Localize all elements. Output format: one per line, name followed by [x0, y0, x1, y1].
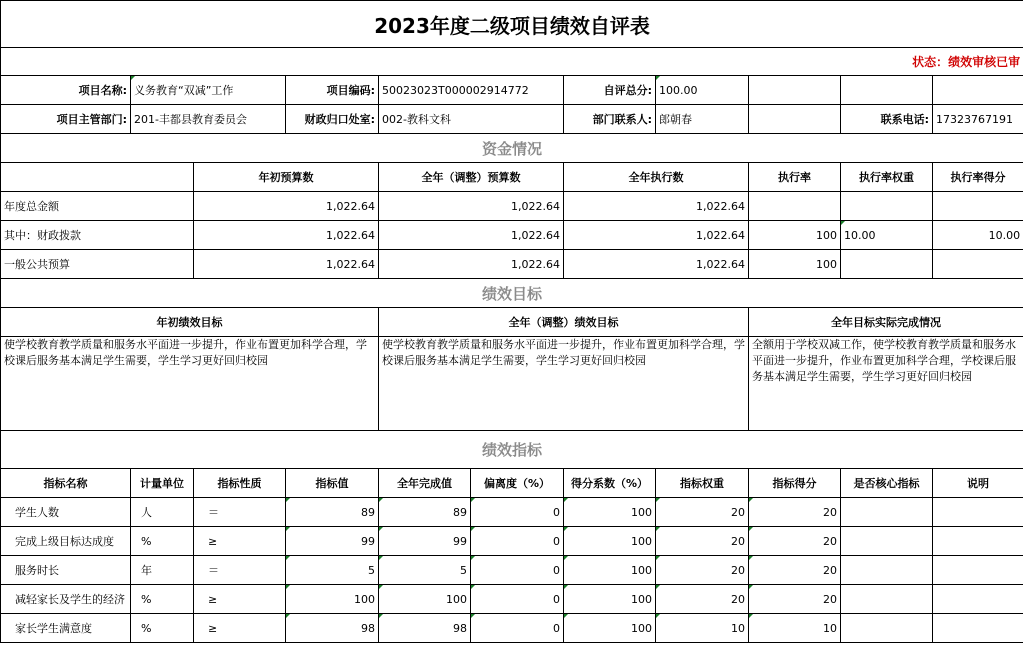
status-label: 状态： [912, 55, 949, 69]
indicator-row [1, 585, 1023, 614]
ind-nature[interactable]: ≥ [194, 614, 286, 643]
ind-core[interactable] [841, 614, 933, 643]
ind-weight[interactable]: 20 [656, 498, 749, 527]
ind-header-note: 说明 [933, 469, 1023, 498]
indicators-section-title: 绩效指标 [1, 431, 1023, 469]
ind-value[interactable]: 5 [286, 556, 379, 585]
ind-header-coefficient: 得分系数（%） [564, 469, 656, 498]
funds-header-score: 执行率得分 [933, 163, 1023, 192]
info-empty-cell [749, 105, 841, 134]
funds-row-rate[interactable] [749, 192, 841, 221]
funds-row-executed[interactable]: 1,022.64 [564, 192, 749, 221]
ind-deviation[interactable]: 0 [471, 556, 564, 585]
ind-coefficient[interactable]: 100 [564, 556, 656, 585]
funds-row-weight[interactable]: 10.00 [841, 221, 933, 250]
ind-header-core: 是否核心指标 [841, 469, 933, 498]
ind-note[interactable] [933, 498, 1023, 527]
ind-nature[interactable]: ＝ [194, 556, 286, 585]
project-name-value[interactable]: 义务教育“双减”工作 [131, 76, 286, 105]
ind-header-weight: 指标权重 [656, 469, 749, 498]
ind-core[interactable] [841, 498, 933, 527]
ind-weight[interactable]: 20 [656, 585, 749, 614]
ind-note[interactable] [933, 614, 1023, 643]
contact-label: 部门联系人: [564, 105, 656, 134]
ind-value[interactable]: 99 [286, 527, 379, 556]
page-title: 2023年度二级项目绩效自评表 [1, 1, 1023, 48]
funds-row-executed[interactable]: 1,022.64 [564, 221, 749, 250]
ind-done[interactable]: 89 [379, 498, 471, 527]
goals-header-actual: 全年目标实际完成情况 [749, 308, 1023, 337]
ind-coefficient[interactable]: 100 [564, 527, 656, 556]
funds-row-weight[interactable] [841, 250, 933, 279]
ind-weight[interactable]: 20 [656, 556, 749, 585]
ind-nature[interactable]: ＝ [194, 498, 286, 527]
self-score-label: 自评总分: [564, 76, 656, 105]
ind-core[interactable] [841, 556, 933, 585]
goal-adjusted-text[interactable]: 使学校教育教学质量和服务水平面进一步提升，作业布置更加科学合理，学校课后服务基本满足学生需要，学生学习更好回归校园 [379, 337, 749, 431]
funds-row [1, 221, 1023, 250]
goals-header-initial: 年初绩效目标 [1, 308, 379, 337]
goals-section-title: 绩效目标 [1, 279, 1023, 308]
status-value: 绩效审核已审 [948, 55, 1021, 69]
ind-name[interactable]: 家长学生满意度 [1, 614, 131, 643]
ind-core[interactable] [841, 585, 933, 614]
ind-core[interactable] [841, 527, 933, 556]
funds-row-score[interactable] [933, 250, 1023, 279]
ind-deviation[interactable]: 0 [471, 614, 564, 643]
project-code-label: 项目编码: [286, 76, 379, 105]
ind-note[interactable] [933, 527, 1023, 556]
goal-initial-text[interactable]: 使学校教育教学质量和服务水平面进一步提升，作业布置更加科学合理，学校课后服务基本满足学生需要，学生学习更好回归校园 [1, 337, 379, 431]
funds-row [1, 250, 1023, 279]
ind-coefficient[interactable]: 100 [564, 585, 656, 614]
funds-row-weight[interactable] [841, 192, 933, 221]
ind-done[interactable]: 5 [379, 556, 471, 585]
ind-deviation[interactable]: 0 [471, 527, 564, 556]
funds-row-budget[interactable]: 1,022.64 [194, 192, 379, 221]
goals-header-adjusted: 全年（调整）绩效目标 [379, 308, 749, 337]
ind-nature[interactable]: ≥ [194, 585, 286, 614]
funds-row [1, 192, 1023, 221]
funds-row-rate[interactable]: 100 [749, 250, 841, 279]
ind-done[interactable]: 100 [379, 585, 471, 614]
project-name-label: 项目名称: [1, 76, 131, 105]
ind-header-nature: 指标性质 [194, 469, 286, 498]
ind-score[interactable]: 10 [749, 614, 841, 643]
ind-unit[interactable]: % [131, 527, 194, 556]
ind-value[interactable]: 100 [286, 585, 379, 614]
ind-unit[interactable]: 年 [131, 556, 194, 585]
indicator-row [1, 556, 1023, 585]
funds-header-adjusted: 全年（调整）预算数 [379, 163, 564, 192]
info-empty-cell [841, 76, 933, 105]
funds-row-name: 一般公共预算 [1, 250, 194, 279]
funds-header-budget: 年初预算数 [194, 163, 379, 192]
ind-weight[interactable]: 10 [656, 614, 749, 643]
ind-weight[interactable]: 20 [656, 527, 749, 556]
ind-name[interactable]: 服务时长 [1, 556, 131, 585]
ind-score[interactable]: 20 [749, 585, 841, 614]
ind-score[interactable]: 20 [749, 498, 841, 527]
ind-coefficient[interactable]: 100 [564, 614, 656, 643]
ind-score[interactable]: 20 [749, 556, 841, 585]
funds-row-rate[interactable]: 100 [749, 221, 841, 250]
ind-name[interactable]: 完成上级目标达成度 [1, 527, 131, 556]
ind-header-unit: 计量单位 [131, 469, 194, 498]
dept-value[interactable]: 201-丰都县教育委员会 [131, 105, 286, 134]
project-code-value[interactable]: 50023023T000002914772 [379, 76, 564, 105]
dept-label: 项目主管部门: [1, 105, 131, 134]
status-bar [1, 48, 1023, 76]
ind-nature[interactable]: ≥ [194, 527, 286, 556]
funds-row-name: 年度总金额 [1, 192, 194, 221]
ind-deviation[interactable]: 0 [471, 498, 564, 527]
funds-row-adjusted[interactable]: 1,022.64 [379, 250, 564, 279]
ind-deviation[interactable]: 0 [471, 585, 564, 614]
phone-label: 联系电话: [841, 105, 933, 134]
funds-row-executed[interactable]: 1,022.64 [564, 250, 749, 279]
ind-value[interactable]: 98 [286, 614, 379, 643]
ind-score[interactable]: 20 [749, 527, 841, 556]
ind-unit[interactable]: 人 [131, 498, 194, 527]
goal-actual-text[interactable]: 全额用于学校双减工作，使学校教育教学质量和服务水平面进一步提升，作业布置更加科学合理，学校课后服务基本满足学生需要，学生学习更好回归校园 [749, 337, 1023, 431]
funds-row-score[interactable]: 10.00 [933, 221, 1023, 250]
phone-value[interactable]: 17323767191 [933, 105, 1023, 134]
ind-done[interactable]: 99 [379, 527, 471, 556]
indicator-row [1, 527, 1023, 556]
contact-value[interactable]: 郎朝春 [656, 105, 749, 134]
funds-row-adjusted[interactable]: 1,022.64 [379, 192, 564, 221]
ind-header-name: 指标名称 [1, 469, 131, 498]
funds-row-score[interactable] [933, 192, 1023, 221]
funds-section-title: 资金情况 [1, 134, 1023, 163]
ind-value[interactable]: 89 [286, 498, 379, 527]
ind-unit[interactable]: % [131, 585, 194, 614]
funds-row-budget[interactable]: 1,022.64 [194, 221, 379, 250]
ind-name[interactable]: 减轻家长及学生的经济 [1, 585, 131, 614]
indicator-row [1, 614, 1023, 643]
ind-header-done: 全年完成值 [379, 469, 471, 498]
ind-note[interactable] [933, 585, 1023, 614]
ind-header-score: 指标得分 [749, 469, 841, 498]
ind-done[interactable]: 98 [379, 614, 471, 643]
funds-row-budget[interactable]: 1,022.64 [194, 250, 379, 279]
ind-note[interactable] [933, 556, 1023, 585]
funds-header-rate: 执行率 [749, 163, 841, 192]
funds-header-blank [1, 163, 194, 192]
ind-coefficient[interactable]: 100 [564, 498, 656, 527]
funds-header-executed: 全年执行数 [564, 163, 749, 192]
indicator-row [1, 498, 1023, 527]
ind-header-value: 指标值 [286, 469, 379, 498]
info-empty-cell [933, 76, 1023, 105]
ind-header-deviation: 偏离度（%） [471, 469, 564, 498]
funds-row-name: 其中：财政拨款 [1, 221, 194, 250]
funds-header-weight: 执行率权重 [841, 163, 933, 192]
info-empty-cell [749, 76, 841, 105]
self-score-value[interactable]: 100.00 [656, 76, 749, 105]
finance-value[interactable]: 002-教科文科 [379, 105, 564, 134]
ind-unit[interactable]: % [131, 614, 194, 643]
funds-row-adjusted[interactable]: 1,022.64 [379, 221, 564, 250]
ind-name[interactable]: 学生人数 [1, 498, 131, 527]
finance-label: 财政归口处室: [286, 105, 379, 134]
